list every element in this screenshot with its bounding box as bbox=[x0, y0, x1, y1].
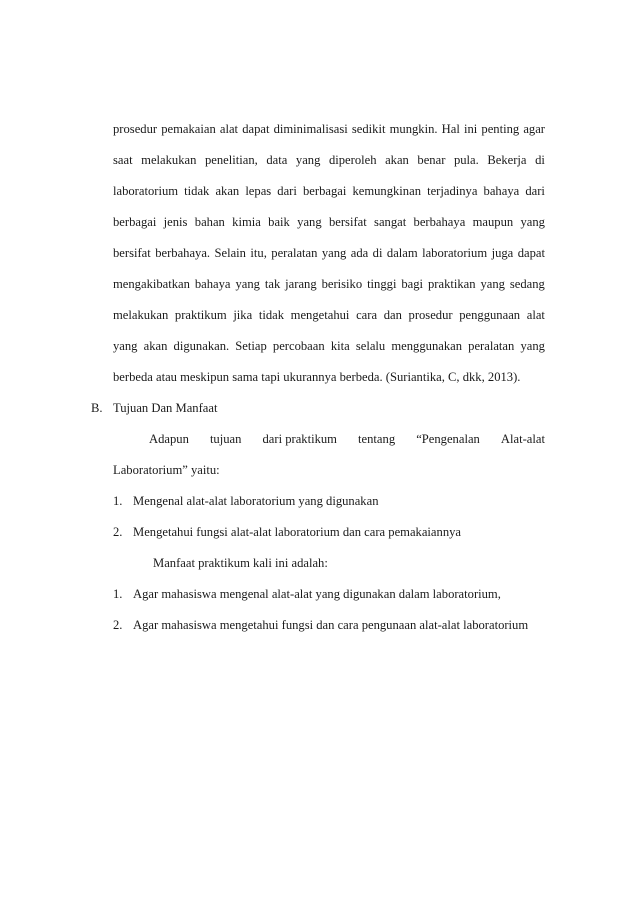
paragraph-line bbox=[113, 152, 545, 168]
list-item-number: 2. bbox=[113, 525, 123, 539]
word: Hal bbox=[441, 122, 460, 136]
word-group: Adapun bbox=[149, 432, 189, 446]
list-item-number: 1. bbox=[113, 494, 123, 508]
word: di bbox=[372, 246, 383, 260]
word: itu, bbox=[250, 246, 267, 260]
word: yang bbox=[480, 277, 505, 291]
list-item: Mengenal alat-alat laboratorium yang digunakan bbox=[133, 494, 379, 508]
word: bahan bbox=[194, 215, 225, 229]
word: jarang bbox=[285, 277, 317, 291]
word: diperoleh bbox=[328, 153, 377, 167]
word: tinggi bbox=[367, 277, 397, 291]
list-item: Agar mahasiswa mengetahui fungsi dan cara pengunaan alat-alat laboratorium bbox=[133, 618, 529, 632]
word: prosedur bbox=[408, 308, 453, 322]
word: peralatan bbox=[468, 339, 515, 353]
word: dalam bbox=[386, 246, 418, 260]
word: dapat bbox=[242, 122, 270, 136]
word: dan bbox=[383, 308, 402, 322]
word: agar bbox=[523, 122, 545, 136]
word: selalu bbox=[355, 339, 386, 353]
word: saat bbox=[113, 153, 133, 167]
word: Setiap bbox=[235, 339, 267, 353]
word: praktikum bbox=[174, 308, 227, 322]
word: berbahaya bbox=[413, 215, 466, 229]
word: dari bbox=[525, 184, 545, 198]
word-group: “Pengenalan bbox=[416, 432, 480, 446]
word: dari bbox=[277, 184, 297, 198]
word: cara bbox=[356, 308, 378, 322]
paragraph-line bbox=[113, 276, 545, 292]
word: jika bbox=[233, 308, 253, 322]
word: kimia bbox=[232, 215, 261, 229]
word: yang bbox=[520, 339, 545, 353]
word: laboratorium bbox=[422, 246, 488, 260]
word: berisiko bbox=[321, 277, 363, 291]
manfaat-intro: Manfaat praktikum kali ini adalah: bbox=[153, 556, 328, 570]
word: kemungkinan bbox=[352, 184, 421, 198]
paragraph-last-line: berbeda atau meskipun sama tapi ukurannya berbeda. (Suriantika, C, dkk, 2013). bbox=[113, 370, 521, 384]
word: prosedur bbox=[113, 122, 158, 136]
word: yang bbox=[113, 339, 138, 353]
word: bahaya bbox=[483, 184, 520, 198]
paragraph-line bbox=[113, 214, 545, 230]
word-group: tujuan bbox=[209, 432, 242, 446]
word: Selain bbox=[214, 246, 246, 260]
paragraph-line bbox=[113, 121, 545, 137]
word: pemakaian bbox=[161, 122, 216, 136]
word: yang bbox=[295, 153, 321, 167]
word: akan bbox=[385, 153, 409, 167]
section-marker: B. bbox=[91, 401, 103, 415]
word-group: tentang bbox=[358, 432, 396, 446]
list-item-number: 2. bbox=[113, 618, 123, 632]
word: yang bbox=[235, 277, 260, 291]
word: juga bbox=[491, 246, 514, 260]
word: laboratorium bbox=[113, 184, 179, 198]
paragraph-line bbox=[113, 307, 545, 323]
word: di bbox=[535, 153, 545, 167]
word: tidak bbox=[184, 184, 210, 198]
word: percobaan bbox=[272, 339, 325, 353]
word: berbagai bbox=[113, 215, 157, 229]
word: yang bbox=[520, 215, 545, 229]
word: sangat bbox=[374, 215, 407, 229]
word: bahaya bbox=[194, 277, 231, 291]
word: dapat bbox=[517, 246, 545, 260]
intro-line bbox=[149, 431, 545, 447]
word: melakukan bbox=[113, 308, 169, 322]
word: bagi bbox=[401, 277, 424, 291]
word: benar bbox=[417, 153, 446, 167]
word: maupun bbox=[472, 215, 514, 229]
word: Bekerja bbox=[487, 153, 527, 167]
word: menggunakan bbox=[391, 339, 463, 353]
word: diminimalisasi bbox=[273, 122, 348, 136]
word: praktikan bbox=[427, 277, 476, 291]
word: terjadinya bbox=[427, 184, 478, 198]
word: mengakibatkan bbox=[113, 277, 190, 291]
word: tidak bbox=[258, 308, 285, 322]
word: kita bbox=[330, 339, 350, 353]
paragraph-line bbox=[113, 245, 545, 261]
word: yang bbox=[321, 246, 347, 260]
word: mengetahui bbox=[290, 308, 350, 322]
word: jenis bbox=[163, 215, 188, 229]
word: berbagai bbox=[302, 184, 347, 198]
section-heading: Tujuan Dan Manfaat bbox=[113, 401, 218, 415]
word: akan bbox=[215, 184, 240, 198]
word: penelitian, bbox=[204, 153, 258, 167]
word: sedikit bbox=[351, 122, 386, 136]
word: mungkin. bbox=[389, 122, 438, 136]
list-item: Agar mahasiswa mengenal alat-alat yang digunakan dalam laboratorium, bbox=[133, 587, 501, 601]
word: bersifat bbox=[113, 246, 151, 260]
word: baik bbox=[268, 215, 290, 229]
list-item: Mengetahui fungsi alat-alat laboratorium dan cara pemakaiannya bbox=[133, 525, 461, 539]
word: ini bbox=[463, 122, 478, 136]
word-group: Alat-alat bbox=[500, 432, 545, 446]
paragraph-line bbox=[113, 338, 545, 354]
word: melakukan bbox=[141, 153, 197, 167]
word: digunakan. bbox=[173, 339, 230, 353]
word: lepas bbox=[245, 184, 272, 198]
word: bersifat bbox=[328, 215, 367, 229]
word: tak bbox=[264, 277, 281, 291]
intro-line-continuation: Laboratorium” yaitu: bbox=[113, 463, 220, 477]
word: ada bbox=[350, 246, 369, 260]
paragraph-line bbox=[113, 183, 545, 199]
word: akan bbox=[143, 339, 168, 353]
word: berbahaya. bbox=[155, 246, 211, 260]
word: yang bbox=[297, 215, 322, 229]
word: penting bbox=[481, 122, 520, 136]
word: penggunaan bbox=[459, 308, 521, 322]
word-group: dari praktikum bbox=[262, 432, 337, 446]
word: sedang bbox=[509, 277, 545, 291]
word: peralatan bbox=[271, 246, 318, 260]
word: alat bbox=[219, 122, 239, 136]
word: data bbox=[266, 153, 288, 167]
list-item-number: 1. bbox=[113, 587, 123, 601]
word: pula. bbox=[453, 153, 479, 167]
word: alat bbox=[526, 308, 545, 322]
